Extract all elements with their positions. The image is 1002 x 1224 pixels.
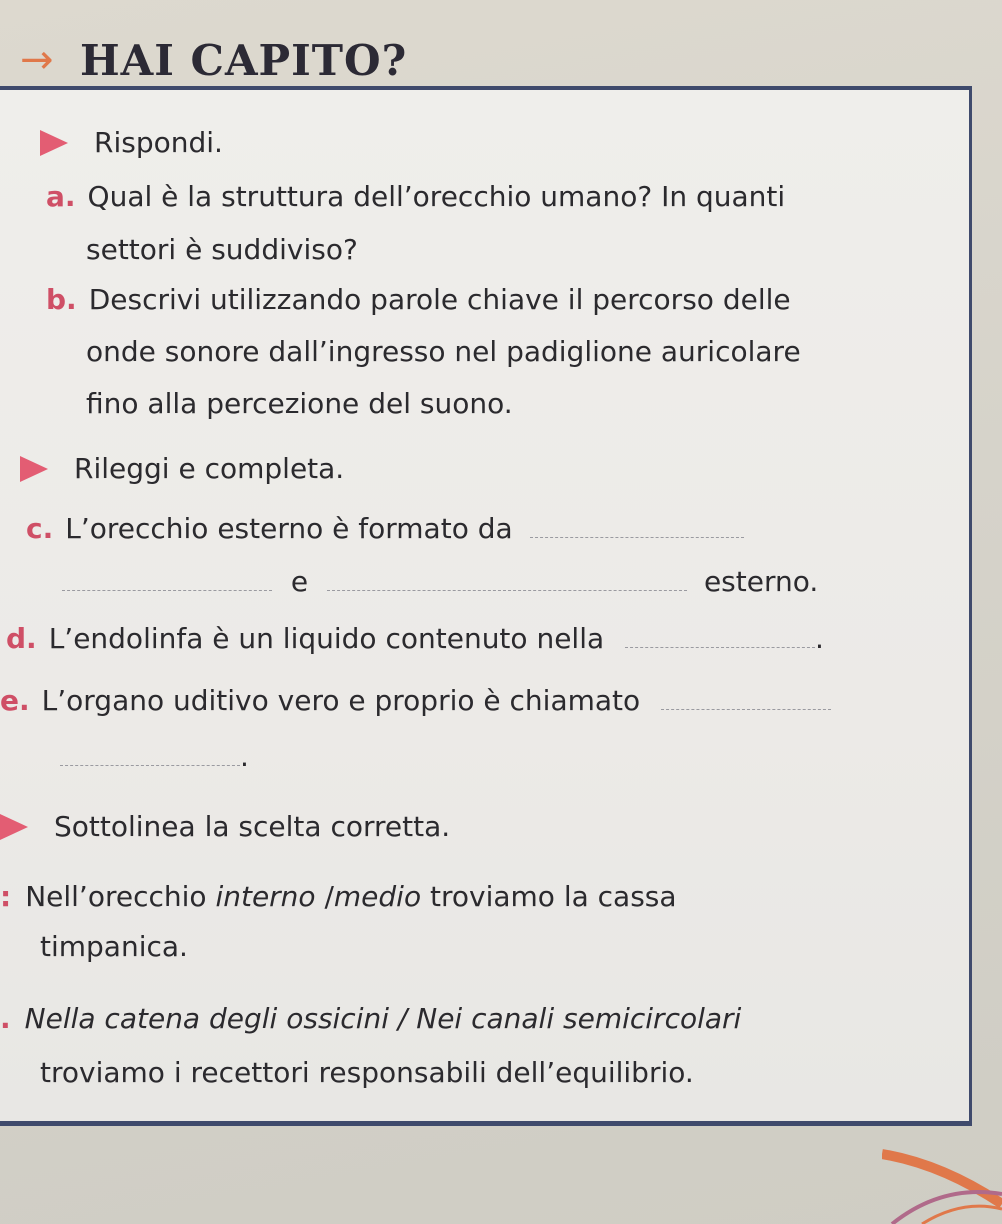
answer-blank[interactable] <box>661 691 831 710</box>
question-text: troviamo la cassa <box>421 880 677 913</box>
orange-thin-arc <box>922 1206 1002 1224</box>
question-c-line-1 <box>26 512 744 546</box>
question-letter: a. <box>46 180 76 213</box>
question-c-line-2 <box>62 565 818 599</box>
question-text: e <box>290 565 309 598</box>
choice-separator: / <box>315 880 334 913</box>
question-text: L’orecchio esterno è formato da <box>65 512 513 545</box>
question-letter: b. <box>46 283 77 316</box>
question-letter: d. <box>6 622 37 655</box>
choice-option[interactable]: Nei canali semicircolari <box>416 1002 742 1035</box>
question-text: L’organo uditivo vero e proprio è chiamato <box>41 684 641 717</box>
heading-text: Rileggi e completa. <box>74 452 345 485</box>
sentence-end: . <box>240 740 249 773</box>
question-b-line-2: onde sonore dall’ingresso nel padiglione auricolare <box>86 335 801 368</box>
question-text: Qual è la struttura dell’orecchio umano? In quanti <box>87 180 786 213</box>
choice-option[interactable]: Nella catena degli ossicini <box>24 1002 390 1035</box>
question-g-line-1 <box>0 1002 741 1036</box>
question-d-line <box>6 622 824 656</box>
question-letter: : <box>0 880 12 913</box>
heading-text: Rispondi. <box>94 126 223 159</box>
answer-blank[interactable] <box>62 572 272 591</box>
section-heading-rileggi <box>20 452 344 485</box>
question-g-line-2: troviamo i recettori responsabili dell’equilibrio. <box>40 1056 694 1089</box>
question-f-line-1 <box>0 880 677 914</box>
question-a-line-1 <box>46 180 785 214</box>
question-text: Nell’orecchio <box>25 880 216 913</box>
question-text: Descrivi utilizzando parole chiave il percorso delle <box>88 283 791 316</box>
page-title: HAI CAPITO? <box>80 36 408 85</box>
triangle-bullet-icon <box>0 814 28 840</box>
question-letter: c. <box>26 512 54 545</box>
answer-blank[interactable] <box>327 572 687 591</box>
question-e-line-2 <box>60 740 249 774</box>
heading-text: Sottolinea la scelta corretta. <box>54 810 451 843</box>
answer-blank[interactable] <box>530 519 744 538</box>
section-heading-sottolinea <box>0 810 450 843</box>
question-text: esterno. <box>703 565 819 598</box>
answer-blank[interactable] <box>60 747 240 766</box>
answer-blank[interactable] <box>625 629 815 648</box>
section-heading-rispondi <box>40 126 223 159</box>
question-e-line <box>0 684 831 718</box>
question-letter: . <box>0 1002 11 1035</box>
triangle-bullet-icon <box>40 130 68 156</box>
triangle-bullet-icon <box>20 456 48 482</box>
arrow-right-icon: → <box>20 37 54 83</box>
question-f-line-2: timpanica. <box>40 930 188 963</box>
question-b-line-3: fino alla percezione del suono. <box>86 387 513 420</box>
choice-option[interactable]: medio <box>333 880 422 913</box>
decorative-arc-icon <box>882 1124 1002 1224</box>
choice-option[interactable]: interno <box>215 880 316 913</box>
question-b-line-1 <box>46 283 791 317</box>
sentence-end: . <box>815 622 824 655</box>
choice-separator: / <box>389 1002 417 1035</box>
question-text: L’endolinfa è un liquido contenuto nella <box>48 622 605 655</box>
question-a-line-2: settori è suddiviso? <box>86 233 358 266</box>
question-letter: e. <box>0 684 30 717</box>
